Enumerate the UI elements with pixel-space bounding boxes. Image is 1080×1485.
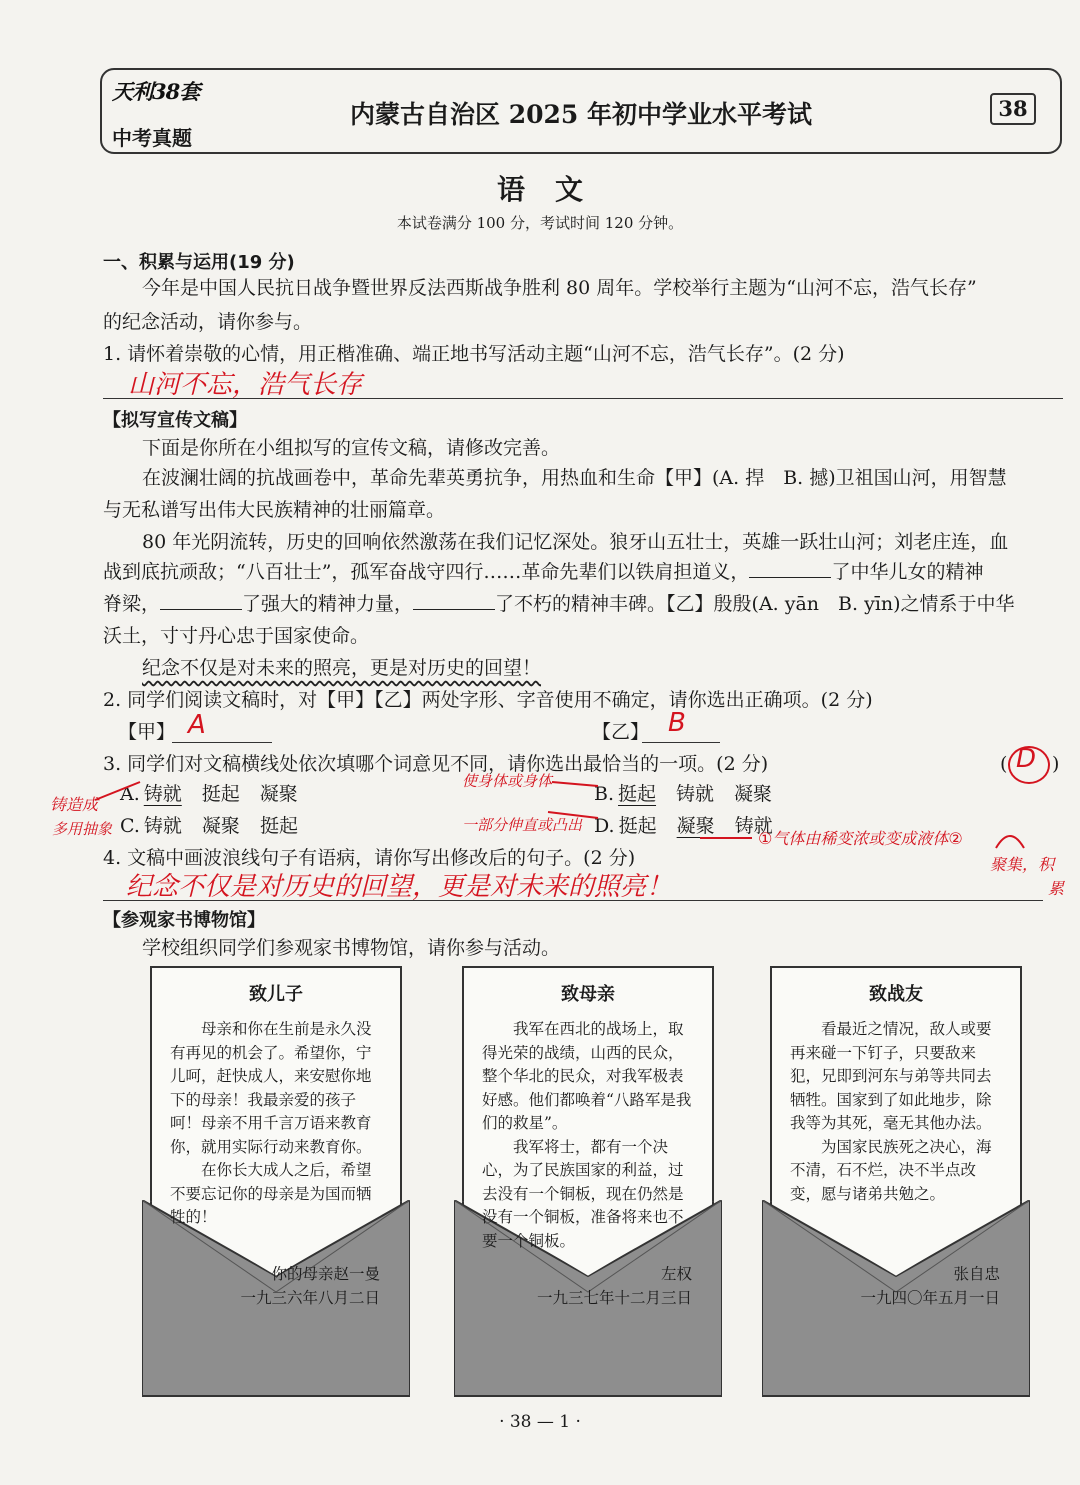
note-right-2: 聚集，积 (990, 855, 1055, 874)
section-heading: 一、积累与运用(19 分) (103, 252, 295, 273)
q3-paren-open: ( (1000, 753, 1008, 775)
q1-handwritten-answer: 山河不忘，浩气长存 (128, 370, 363, 400)
wavy-sentence: 纪念不仅是对未来的照亮，更是对历史的回望！ (142, 657, 542, 679)
draft-p2-line2: 战到底抗顽敌；“八百壮士”，孤军奋战守四行……革命先辈们以铁肩担道义， 了中华儿女的精神 (103, 556, 983, 588)
intro-line-1: 今年是中国人民抗日战争暨世界反法西斯战争胜利 80 周年。学校举行主题为“山河不忘，浩气长存” (142, 277, 977, 299)
q3-paren-close: ) (1052, 753, 1060, 775)
letter-title: 致儿子 (249, 984, 303, 1005)
subject-title: 语文 (496, 173, 613, 206)
question-2: 2. 同学们阅读文稿时，对【甲】【乙】两处字形、字音使用不确定，请你选出正确项。(2 分) (103, 689, 873, 711)
letter-signature: 张自忠 (953, 1265, 1000, 1283)
letter-signature: 左权 (660, 1265, 692, 1283)
letter-date: 一九三六年八月二日 (240, 1289, 380, 1307)
museum-heading: 【参观家书博物馆】 (103, 910, 265, 931)
draft-p2-line3: 脊梁， 了强大的精神力量， 了不朽的精神丰碑。【乙】殷殷(A. yān B. yīn)之情系于中华 (103, 588, 1015, 620)
draft-p1-line2: 与无私谱写出伟大民族精神的壮丽篇章。 (103, 499, 446, 521)
brand-logo-text: 天利38套 (112, 79, 200, 104)
draft-p2-line4: 沃土，寸寸丹心忠于国家使命。 (103, 625, 370, 647)
draft-p2-line1: 80 年光阴流转，历史的回响依然激荡在我们记忆深处。狼牙山五壮士，英雄一跃壮山河；刘老庄连，血 (142, 531, 1009, 553)
q4-handwritten-answer: 纪念不仅是对历史的回望，更是对未来的照亮！ (126, 872, 673, 902)
note-left-2: 多用抽象 (52, 820, 113, 838)
q3-option-a: A. 铸就 挺起 凝聚 (120, 783, 298, 805)
question-1: 1. 请怀着崇敬的心情，用正楷准确、端正地书写活动主题“山河不忘，浩气长存”。(2 分) (103, 343, 845, 365)
page-number-badge: 38 (990, 93, 1036, 125)
arrow-left (95, 782, 140, 800)
letter-body: 母亲和你在生前是永久没有再见的机会了。希望你，宁儿呵，赶快成人，来安慰你地下的母亲！我最亲爱的孩子呵！母亲不用千言万语来教育你，就用实际行动来教育你。 在你长大成人之后，希望不要忘记你的母亲是为国而牺牲的！ (170, 1020, 372, 1226)
exam-title: 内蒙古自治区 2025 年初中学业水平考试 (350, 100, 812, 129)
question-4: 4. 文稿中画波浪线句子有语病，请你写出修改后的句子。(2 分) (103, 847, 636, 869)
exam-note: 本试卷满分 100 分，考试时间 120 分钟。 (396, 214, 684, 232)
arrow-mid-bottom (548, 812, 598, 818)
letter-body: 看最近之情况，敌人或要再来碰一下钉子，只要敌来犯，兄即到河东与弟等共同去牺牲。国家到了如此地步，除我等为其死，毫无其他办法。 为国家民族死之决心，海不清，石不烂，决不半点改变，愿与诸弟共勉之。 (790, 1020, 992, 1203)
note-left-1: 铸造成 (50, 795, 99, 814)
page-footer: · 38 — 1 · (499, 1412, 581, 1432)
draft-lead: 下面是你所在小组拟写的宣传文稿，请修改完善。 (142, 437, 561, 459)
q3-option-d: D. 挺起 凝聚 铸就 (594, 815, 773, 837)
draft-p1-line1: 在波澜壮阔的抗战画卷中，革命先辈英勇抗争，用热血和生命【甲】(A. 捍 B. 撼)卫祖国山河，用智慧 (142, 467, 1007, 489)
letter-title: 致母亲 (561, 984, 615, 1005)
q3-answer: D (1016, 744, 1037, 774)
letter-card-2 (454, 966, 722, 1398)
letter-date: 一九四〇年五月一日 (860, 1289, 1000, 1307)
brand-subtitle: 中考真题 (112, 126, 192, 150)
letter-card-3 (762, 966, 1030, 1398)
letter-card-1 (142, 966, 410, 1398)
q2-yi-answer: B (668, 708, 686, 738)
letter-signature: 你的母亲赵一曼 (271, 1265, 380, 1283)
q3-option-b: B. 挺起 铸就 凝聚 (594, 783, 773, 805)
q2-yi-label: 【乙】 (592, 721, 650, 743)
answer-circle (1008, 746, 1050, 784)
q4-answer-line (103, 900, 1043, 901)
note-right-1: ①气体由稀变浓或变成液体② (758, 829, 963, 848)
question-3: 3. 同学们对文稿横线处依次填哪个词意见不同，请你选出最恰当的一项。(2 分) (103, 753, 769, 775)
intro-line-2: 的纪念活动，请你参与。 (103, 311, 313, 333)
arrow-mid-top (552, 782, 598, 786)
draft-heading: 【拟写宣传文稿】 (103, 410, 247, 431)
note-mid-1: 使身体或身体 (462, 772, 553, 790)
letter-title: 致战友 (869, 984, 923, 1005)
q2-jia-label: 【甲】 (118, 721, 176, 743)
q2-jia-answer: A (188, 710, 206, 740)
note-mid-2: 一部分伸直或凸出 (462, 816, 583, 834)
note-right-3: 累 (1048, 879, 1065, 898)
museum-lead: 学校组织同学们参观家书博物馆，请你参与活动。 (142, 937, 561, 959)
letter-date: 一九三七年十二月三日 (536, 1289, 692, 1307)
q3-option-c: C. 铸就 凝聚 挺起 (120, 815, 298, 837)
letter-body: 我军在西北的战场上，取得光荣的战绩，山西的民众，整个华北的民众，对我军极表好感。他们都唤着“八路军是我们的救星”。 我军将士，都有一个决心，为了民族国家的利益，过去没有一个铜板，现在仍然是没有一个铜板，准备将来也不要一个铜板。 (482, 1020, 692, 1250)
